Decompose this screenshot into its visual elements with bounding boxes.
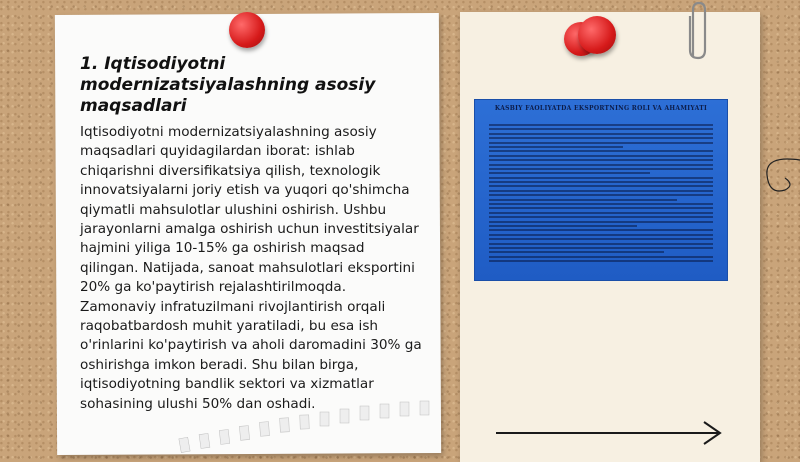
arrow-right-icon xyxy=(494,418,726,448)
document-text-lines xyxy=(489,124,713,265)
string-icon xyxy=(755,150,800,210)
document-line xyxy=(489,225,637,227)
document-line xyxy=(489,194,713,196)
document-line xyxy=(489,199,677,201)
document-line xyxy=(489,260,713,262)
pushpin-icon xyxy=(578,16,616,54)
document-line xyxy=(489,256,713,258)
document-line xyxy=(489,146,623,148)
document-line xyxy=(489,128,713,130)
document-line xyxy=(489,221,713,223)
document-line xyxy=(489,150,713,152)
document-line xyxy=(489,190,713,192)
document-line xyxy=(489,247,713,249)
document-line xyxy=(489,124,713,126)
document-line xyxy=(489,251,664,253)
note-content xyxy=(80,54,425,414)
document-line xyxy=(489,212,713,214)
document-line xyxy=(489,203,713,205)
document-line xyxy=(489,177,713,179)
document-line xyxy=(489,207,713,209)
document-title: KASBIY FAOLIYATDA EKSPORTNING ROLI VA AHAMIYATI xyxy=(494,105,708,112)
document-line xyxy=(489,229,713,231)
document-line xyxy=(489,216,713,218)
paperclip-icon xyxy=(683,0,713,62)
pushpin-icon xyxy=(229,12,265,48)
document-line xyxy=(489,164,713,166)
document-line xyxy=(489,155,713,157)
note-body: Iqtisodiyotni modernizatsiyalashning asosiy maqsadlari quyidagilardan iborat: ishlab chiqarishni diversifikatsiya qilish, texnologik innovatsiyalarni joriy etish va yuqori qo'shimcha qiymatli mahsulotlar ulushini oshirish. Ushbu jarayonlarni amalga oshirish uchun investitsiyalar hajmini yiliga 10-15% ga oshirish maqsad qilingan. Natijada, sanoat mahsulotlari eksportini 20% ga ko'paytirish rejalashtirilmoqda. Zamonaviy infratuzilmani rivojlantirish orqali raqobatbardosh muhit yaratiladi, bu esa ish o'rinlarini ko'paytirish va aholi daromadini 30% ga oshirishga imkon beradi. Shu bilan birga, iqtisodiyotning bandlik sektori va xizmatlar sohasining ulushi 50% dan oshadi. xyxy=(80,124,422,412)
document-image xyxy=(474,99,728,281)
document-line xyxy=(489,181,713,183)
document-line xyxy=(489,172,650,174)
document-line xyxy=(489,137,713,139)
document-line xyxy=(489,159,713,161)
note-title: 1. Iqtisodiyotni modernizatsiyalashning asosiy maqsadlari xyxy=(80,54,376,116)
document-line xyxy=(489,142,713,144)
document-line xyxy=(489,234,713,236)
document-line xyxy=(489,238,713,240)
document-line xyxy=(489,133,713,135)
document-line xyxy=(489,168,713,170)
document-line xyxy=(489,185,713,187)
document-line xyxy=(489,243,713,245)
